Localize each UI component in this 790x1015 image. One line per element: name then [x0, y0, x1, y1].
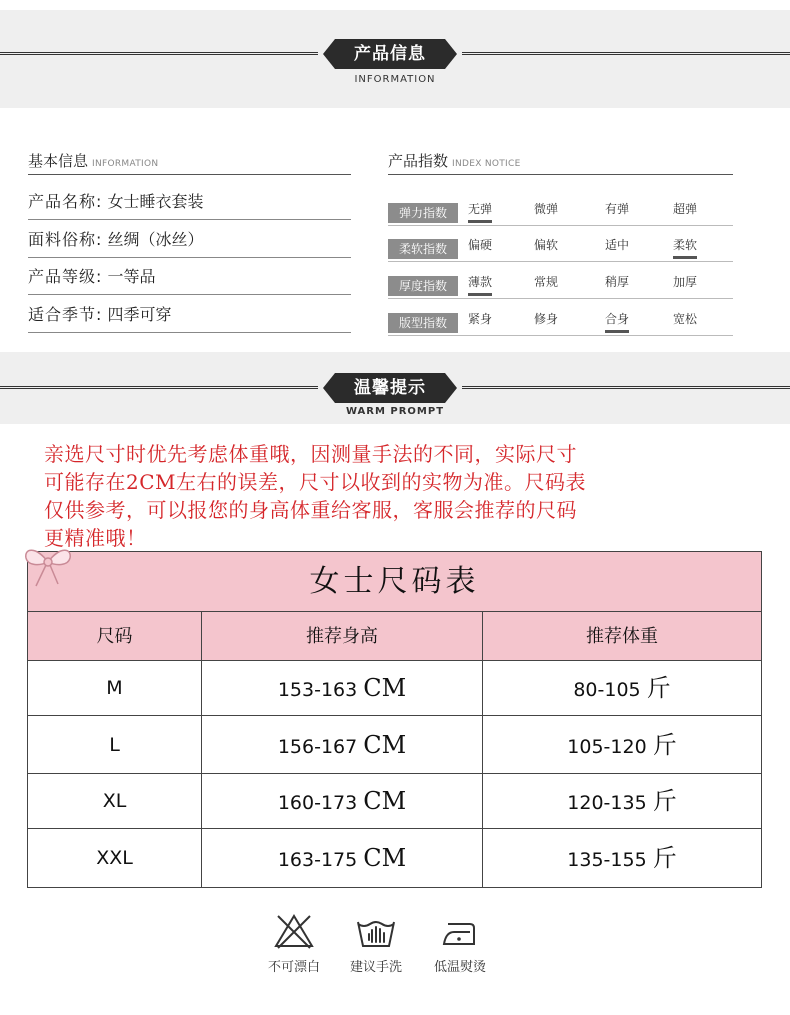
- no-bleach-icon: [272, 912, 316, 950]
- index-notice-rule: [388, 174, 733, 175]
- index-option: 适中: [604, 238, 629, 252]
- index-option: 超弹: [672, 202, 697, 216]
- care-label: 不可漂白: [267, 960, 320, 975]
- height-unit: CM: [363, 844, 407, 872]
- index-tag: 柔软指数: [388, 239, 458, 259]
- info-value: 四季可穿: [107, 305, 172, 324]
- banner-subtitle: INFORMATION: [354, 74, 436, 85]
- info-value: 丝绸（冰丝）: [107, 230, 204, 249]
- size-cell: XXL: [28, 829, 202, 887]
- size-row: [28, 774, 761, 829]
- weight-cell: [483, 829, 761, 887]
- size-notice: [44, 440, 764, 552]
- weight-unit: 斤: [652, 844, 677, 872]
- size-cell: XL: [28, 774, 202, 828]
- index-option: 偏软: [533, 238, 558, 252]
- info-label: 产品名称:: [28, 192, 103, 211]
- bow-decoration-icon: [18, 540, 78, 590]
- banner-ribbon-right: [445, 373, 457, 403]
- banner-title: 温馨提示: [335, 373, 445, 403]
- banner-ribbon-left: [323, 39, 335, 69]
- index-row: [388, 300, 733, 336]
- weight-value: 120-135: [567, 792, 647, 814]
- care-hand-wash: [336, 912, 416, 975]
- size-cell: M: [28, 661, 202, 715]
- index-option: 有弹: [604, 202, 629, 216]
- banner-line-right: [462, 52, 790, 55]
- index-option: 紧身: [467, 312, 492, 326]
- info-row-fabric: [28, 221, 351, 258]
- info-label: 适合季节:: [28, 305, 103, 324]
- index-option-selected: 无弹: [456, 200, 504, 217]
- index-option: 微弹: [533, 202, 558, 216]
- info-banner: [0, 10, 790, 108]
- height-value: 153-163: [277, 679, 358, 701]
- size-row: [28, 829, 761, 887]
- height-unit: CM: [363, 674, 407, 702]
- size-chart-header: [28, 612, 761, 661]
- index-option-selected: 柔软: [661, 236, 709, 253]
- size-chart-body: [28, 661, 761, 887]
- basic-info-heading-en: INFORMATION: [92, 159, 159, 169]
- basic-info-heading-cn: 基本信息: [28, 152, 89, 170]
- basic-info-heading: [28, 150, 158, 171]
- basic-info-rule: [28, 174, 351, 175]
- index-notice-heading-cn: 产品指数: [388, 152, 449, 170]
- info-row-name: [28, 183, 351, 220]
- care-label: 低温熨烫: [433, 960, 486, 975]
- hand-wash-icon: [354, 912, 398, 950]
- height-value: 163-175: [277, 849, 358, 871]
- index-option: 修身: [533, 312, 558, 326]
- index-notice-heading: [388, 150, 521, 171]
- size-row: [28, 661, 761, 716]
- weight-unit: 斤: [652, 731, 677, 759]
- height-cell: [202, 661, 483, 715]
- info-value: 女士睡衣套装: [107, 192, 204, 211]
- notice-line: 亲选尺寸时优先考虑体重哦，因测量手法的不同，实际尺寸: [44, 442, 577, 466]
- weight-value: 135-155: [567, 849, 647, 871]
- notice-line: 可能存在2CM左右的误差，尺寸以收到的实物为准。尺码表: [44, 470, 587, 494]
- index-option: 宽松: [672, 312, 697, 326]
- index-option: 偏硬: [467, 238, 492, 252]
- index-tag: 弹力指数: [388, 203, 458, 223]
- info-row-season: [28, 296, 351, 333]
- care-low-iron: [420, 912, 500, 975]
- height-cell: [202, 716, 483, 773]
- height-cell: [202, 829, 483, 887]
- index-row: [388, 190, 733, 226]
- weight-value: 105-120: [567, 736, 647, 758]
- index-row: [388, 226, 733, 262]
- height-unit: CM: [363, 787, 407, 815]
- care-no-bleach: [254, 912, 334, 975]
- size-row: [28, 716, 761, 774]
- index-option: 稍厚: [604, 275, 629, 289]
- height-value: 160-173: [277, 792, 358, 814]
- banner-subtitle: WARM PROMPT: [345, 406, 445, 417]
- header-size: 尺码: [28, 612, 202, 660]
- size-cell: L: [28, 716, 202, 773]
- index-option: 加厚: [672, 275, 697, 289]
- banner-line-left: [0, 52, 318, 55]
- index-row: [388, 263, 733, 299]
- height-cell: [202, 774, 483, 828]
- weight-cell: [483, 774, 761, 828]
- notice-line: 仅供参考，可以报您的身高体重给客服，客服会推荐的尺码: [44, 498, 577, 522]
- info-value: 一等品: [107, 267, 156, 286]
- index-tag: 版型指数: [388, 313, 458, 333]
- height-value: 156-167: [277, 736, 358, 758]
- header-weight: 推荐体重: [586, 626, 658, 647]
- banner-ribbon-right: [445, 39, 457, 69]
- low-iron-icon: [438, 912, 482, 950]
- header-height: 推荐身高: [202, 612, 483, 660]
- banner-line-left: [0, 386, 318, 389]
- index-notice-heading-en: INDEX NOTICE: [452, 159, 521, 169]
- index-tag: 厚度指数: [388, 276, 458, 296]
- info-label: 面料俗称:: [28, 230, 103, 249]
- height-unit: CM: [363, 731, 407, 759]
- index-option: 常规: [533, 275, 558, 289]
- weight-cell: [483, 716, 761, 773]
- weight-cell: [483, 661, 761, 715]
- size-chart: [27, 551, 762, 888]
- weight-unit: 斤: [646, 674, 671, 702]
- info-label: 产品等级:: [28, 267, 103, 286]
- care-label: 建议手洗: [349, 960, 402, 975]
- prompt-banner: [0, 352, 790, 424]
- index-option-selected: 合身: [593, 310, 641, 327]
- weight-unit: 斤: [652, 787, 677, 815]
- size-chart-title: 女士尺码表: [28, 552, 761, 612]
- info-row-grade: [28, 258, 351, 295]
- banner-ribbon-left: [323, 373, 335, 403]
- index-option-selected: 薄款: [456, 273, 504, 290]
- notice-line: 更精准哦！: [44, 526, 147, 550]
- banner-title: 产品信息: [335, 39, 445, 69]
- banner-line-right: [462, 386, 790, 389]
- weight-value: 80-105: [573, 679, 641, 701]
